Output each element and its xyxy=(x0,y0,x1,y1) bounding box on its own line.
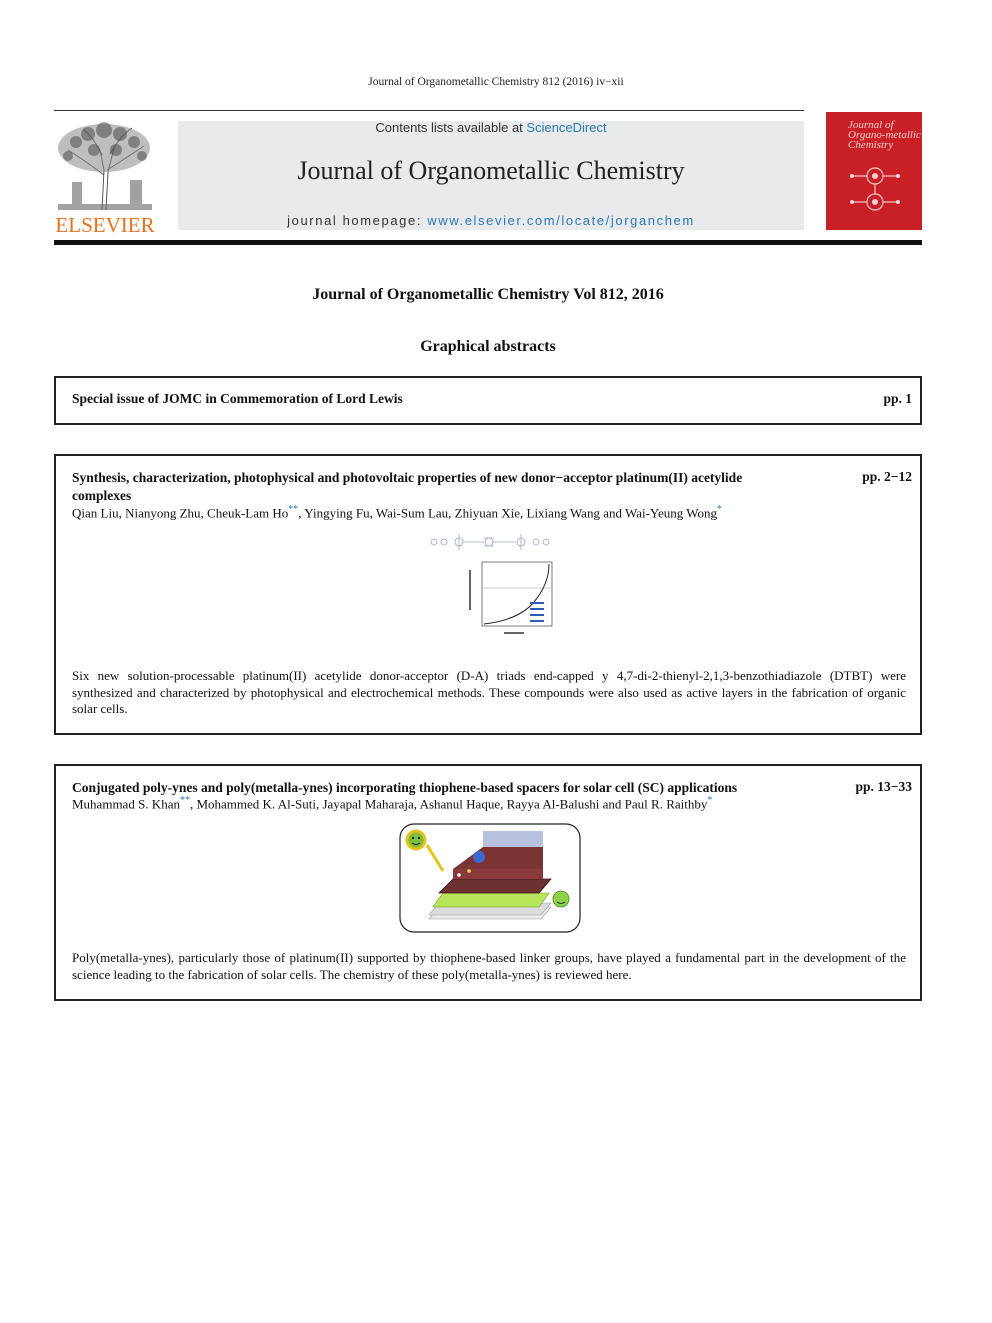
graphical-abstract-figure-1 xyxy=(424,530,564,640)
abstract-box-1 xyxy=(54,376,922,425)
graphical-abstract-figure-2 xyxy=(399,823,581,933)
elsevier-wordmark: ELSEVIER xyxy=(55,213,155,237)
abstract-pages: pp. 1 xyxy=(883,391,912,406)
abstract-title[interactable]: Synthesis, characterization, photophysical and photovoltaic properties of new donor−acceptor platinum(II) acetylide complexes xyxy=(72,470,743,503)
abstract-title[interactable]: Conjugated poly-ynes and poly(metalla-ynes) incorporating thiophene-based spacers for solar cell (SC) applications xyxy=(72,780,738,795)
corresponding-mark[interactable]: ** xyxy=(288,504,299,515)
abstract-authors xyxy=(72,795,892,812)
author-list-rest: , Mohammed K. Al-Suti, Jayapal Maharaja, Ashanul Haque, Rayya Al-Balushi and Paul R. Raithby xyxy=(189,796,708,812)
sciencedirect-link[interactable]: ScienceDirect xyxy=(526,120,607,135)
header-thick-rule xyxy=(54,240,922,245)
abstract-summary: Poly(metalla-ynes), particularly those of platinum(II) supported by thiophene-based linker groups, have played a fundamental part in the development of the science leading to the fabrication of solar cells. The chemistry of these poly(metalla-ynes) is reviewed here. xyxy=(72,950,906,982)
homepage-link[interactable]: www.elsevier.com/locate/jorganchem xyxy=(427,213,695,228)
elsevier-logo xyxy=(52,120,158,237)
smiley-icon xyxy=(553,891,569,907)
elsevier-tree-icon xyxy=(54,120,156,212)
abstract-summary: Six new solution-processable platinum(II) acetylide donor-acceptor (D-A) triads end-capped y 4,7-di-2-thienyl-2,1,3-benzothiadiazole (DTBT) were synthesized and characterized by photophysical and electrochemical methods. These compounds were also used as active layers in the fabrication of organic solar cells. xyxy=(72,668,906,716)
corresponding-mark[interactable]: * xyxy=(717,504,723,515)
sun-icon xyxy=(407,831,425,849)
corresponding-mark[interactable]: ** xyxy=(179,795,190,806)
author-list: Muhammad S. Khan xyxy=(72,796,180,812)
molecule-structure-icon xyxy=(431,534,549,550)
running-head: Journal of Organometallic Chemistry 812 (2016) iv−xii xyxy=(368,76,624,88)
abstract-pages: pp. 2−12 xyxy=(862,469,912,484)
abstract-box-2 xyxy=(54,454,922,735)
corresponding-mark[interactable]: * xyxy=(707,795,713,806)
homepage-line xyxy=(178,213,804,228)
cover-molecule-icon xyxy=(840,156,910,226)
iv-curve-plot xyxy=(482,562,552,626)
volume-title: Journal of Organometallic Chemistry Vol 812, 2016 xyxy=(312,286,664,303)
contents-prefix: Contents lists available at xyxy=(375,120,527,135)
homepage-prefix: journal homepage: xyxy=(287,213,428,228)
section-title: Graphical abstracts xyxy=(420,338,556,355)
author-list-rest: , Yingying Fu, Wai-Sum Lau, Zhiyuan Xie, Lixiang Wang and Wai-Yeung Wong xyxy=(298,505,718,521)
abstract-pages: pp. 13−33 xyxy=(855,779,912,794)
top-rule xyxy=(54,110,804,111)
journal-title: Journal of Organometallic Chemistry xyxy=(297,156,685,185)
cover-title: Journal of Organo-metallic Chemistry xyxy=(848,119,921,151)
contents-line xyxy=(178,120,804,135)
abstract-title[interactable]: Special issue of JOMC in Commemoration of Lord Lewis xyxy=(72,391,403,406)
journal-cover xyxy=(826,112,922,230)
abstract-authors xyxy=(72,504,892,521)
abstract-box-3 xyxy=(54,764,922,1001)
author-list: Qian Liu, Nianyong Zhu, Cheuk-Lam Ho xyxy=(72,505,289,521)
